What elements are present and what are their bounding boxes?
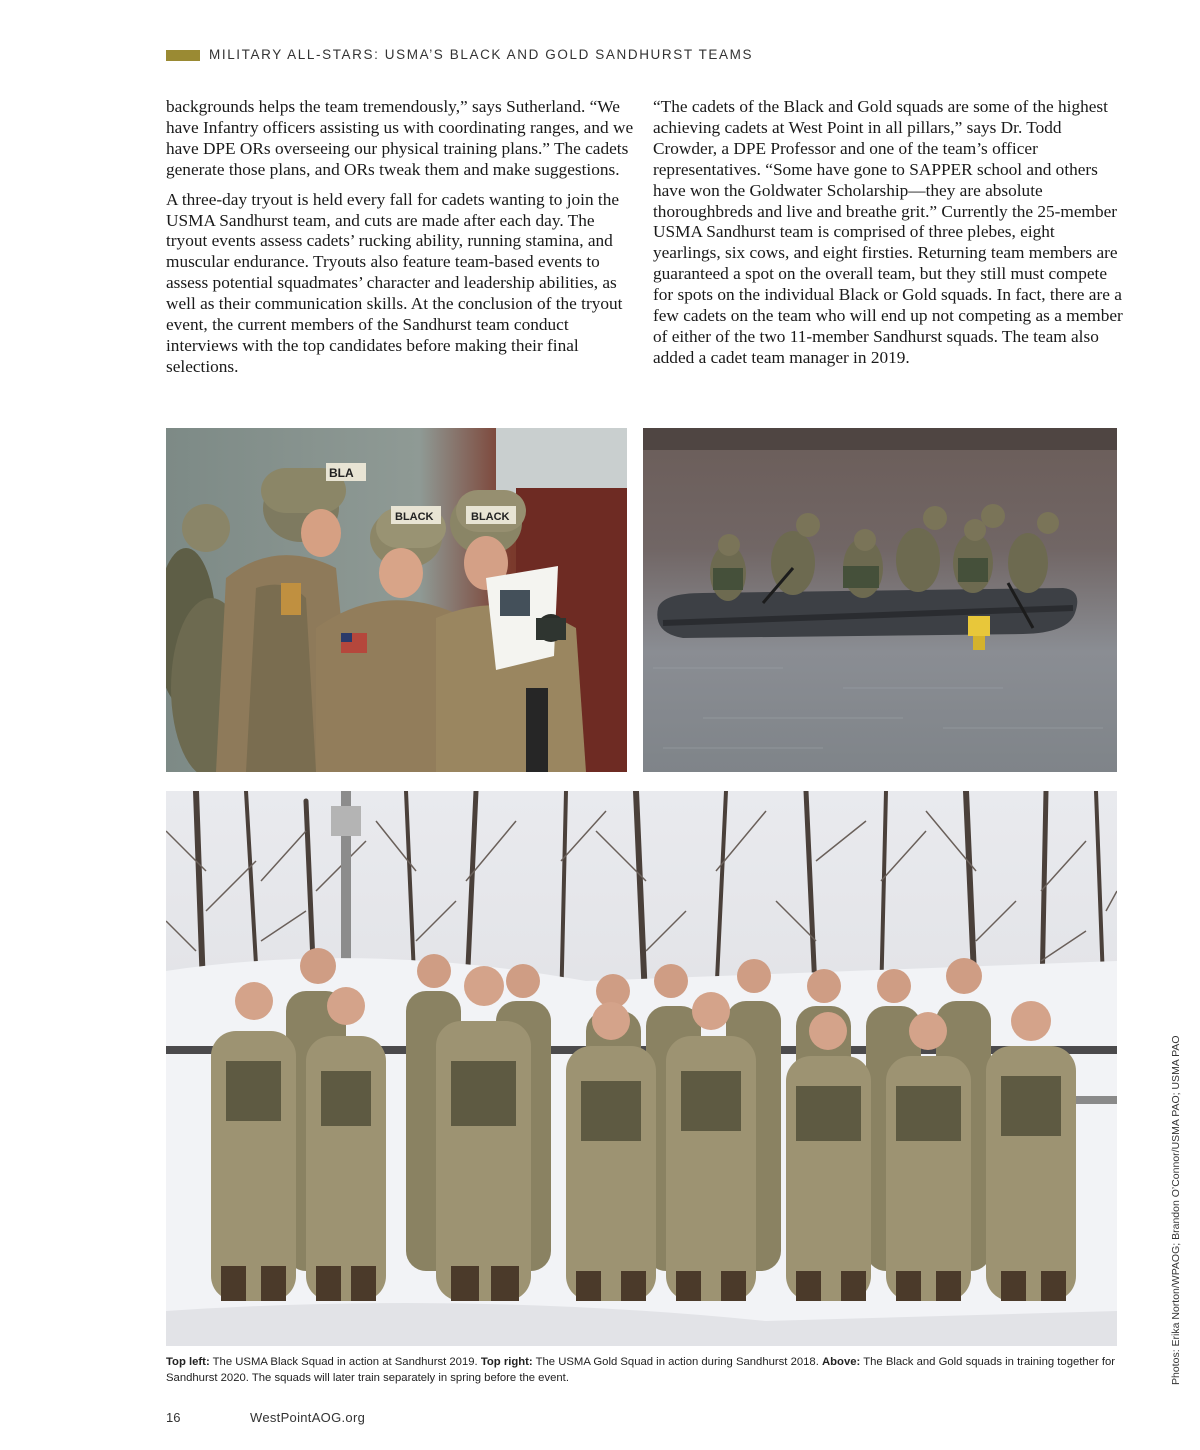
caption-text: The USMA Black Squad in action at Sandhurst 2019. (209, 1356, 481, 1368)
helmet-label: BLACK (395, 511, 434, 523)
photo-group-portrait (166, 791, 1117, 1346)
photo-black-squad (166, 428, 627, 772)
caption-label: Top right: (480, 1356, 533, 1368)
caption-text: The Black and Gold squads in training together for Sandhurst 2020. The squads will later train separately in spring before the event. (166, 1356, 1116, 1384)
section-header: MILITARY ALL-STARS: USMA’S BLACK AND GOLD SANDHURST TEAMS (209, 47, 754, 62)
footer-website: WestPointAOG.org (250, 1410, 366, 1425)
page-number: 16 (166, 1410, 181, 1425)
article-paragraph: “The cadets of the Black and Gold squads are some of the highest achieving cadets at West Point in all pillars,” says Dr. Todd Crowder, a DPE Professor and one of the team’s officer representatives. “Some have gone to SAPPER school and others have won the Goldwater Scholarship—they are absolute thoroughbreds and live and breathe grit.” Currently the 25-member USMA Sandhurst team is comprised of three plebes, eight yearlings, six cows, and eight firsties. Returning team members are guaranteed a spot on the overall team, but they still must compete for spots on the individual Black or Gold squads. In fact, there are a few cadets on the team who will end up not competing as a member of either of the two 11-member Sandhurst squads. The team also added a cadet team manager in 2019. (653, 97, 1123, 367)
caption-label: Top left: (166, 1356, 210, 1368)
photo-gold-squad (643, 428, 1117, 772)
helmet-label: BLA (329, 466, 354, 480)
article-left-column (166, 97, 634, 387)
article-right-column (653, 97, 1125, 378)
helmet-label: BLACK (471, 511, 510, 523)
caption-text: The USMA Gold Squad in action during Sandhurst 2018. (532, 1356, 822, 1368)
photo-credit: Photos: Erika Norton/WPAOG; Brandon O’Connor/USMA PAO; USMA PAO (1170, 1035, 1182, 1385)
article-paragraph: A three-day tryout is held every fall for cadets wanting to join the USMA Sandhurst team, and cuts are made after each day. The tryout events assess cadets’ rucking ability, running stamina, and muscular endurance. Tryouts also feature team-based events to assess potential squadmates’ character and leadership abilities, as well as their communication skills. At the conclusion of the tryout event, the current members of the Sandhurst team conduct interviews with the top candidates before making their final selections. (166, 189, 623, 376)
photo-caption (166, 1355, 1116, 1386)
article-paragraph: backgrounds helps the team tremendously,” says Sutherland. “We have Infantry officers assisting us with coordinating ranges, and we have DPE ORs overseeing our physical training plans.” The cadets generate those plans, and ORs tweak them and make suggestions. (166, 97, 634, 179)
header-accent-bar (166, 50, 200, 61)
caption-label: Above: (822, 1356, 861, 1368)
